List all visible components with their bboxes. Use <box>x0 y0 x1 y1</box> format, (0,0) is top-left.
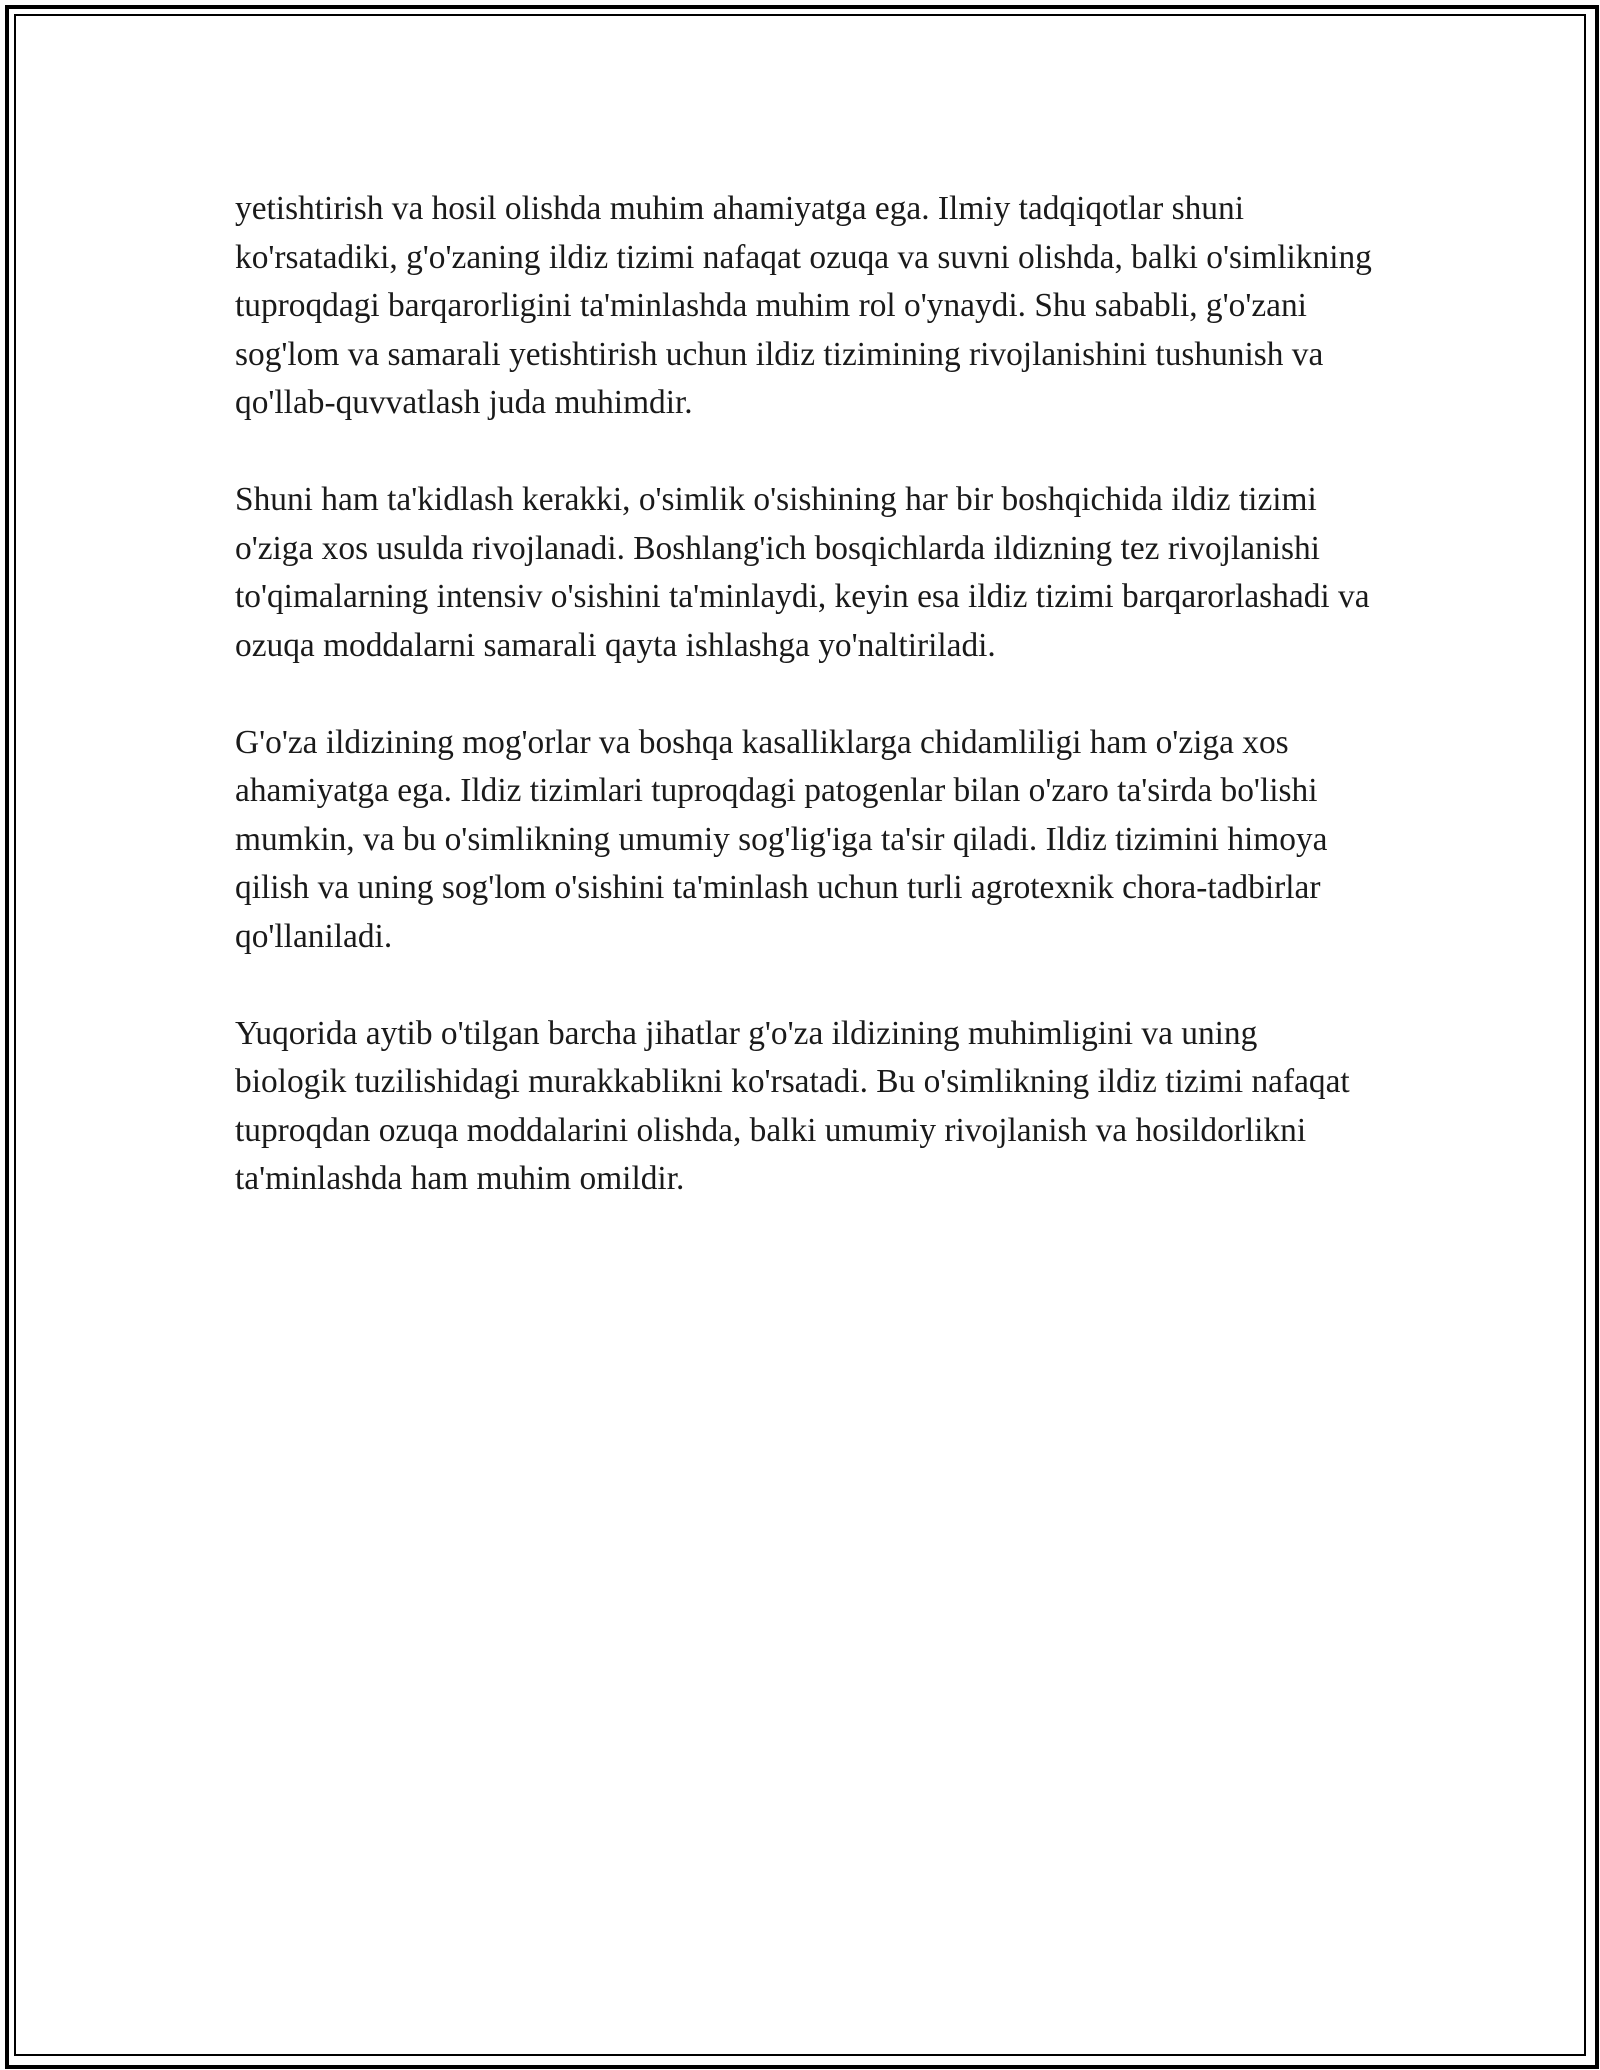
paragraph: G'o'za ildizining mog'orlar va boshqa kasalliklarga chidamliligi ham o'ziga xos ahamiyatga ega. Ildiz tizimlari tuproqdagi patogenlar bilan o'zaro ta'sirda bo'lishi mumkin, va bu o'simlikning umumiy sog'lig'iga ta'sir qiladi. Ildiz tizimini himoya qilish va uning sog'lom o'sishini ta'minlash uchun turli agrotexnik chora-tadbirlar qo'llaniladi. <box>235 723 1328 955</box>
paragraph: Shuni ham ta'kidlash kerakki, o'simlik o'sishining har bir boshqichida ildiz tizimi o'ziga xos usulda rivojlanadi. Boshlang'ich bosqichlarda ildizning tez rivojlanishi to'qimalarning intensiv o'sishini ta'minlaydi, keyin esa ildiz tizimi barqarorlashadi va ozuqa moddalarni samarali qayta ishlashga yo'naltiriladi. <box>235 481 1370 664</box>
paragraph: Yuqorida aytib o'tilgan barcha jihatlar g'o'za ildizining muhimligini va uning biologik tuzilishidagi murakkablikni ko'rsatadi. Bu o'simlikning ildiz tizimi nafaqat tuproqdan ozuqa moddalarini olishda, balki umumiy rivojlanish va hosildorlikni ta'minlashda ham muhim omildir. <box>235 1014 1350 1197</box>
document-body <box>235 185 1375 1252</box>
paragraph: yetishtirish va hosil olishda muhim ahamiyatga ega. Ilmiy tadqiqotlar shuni ko'rsatadiki, g'o'zaning ildiz tizimi nafaqat ozuqa va suvni olishda, balki o'simlikning tuproqdagi barqarorligini ta'minlashda muhim rol o'ynaydi. Shu sababli, g'o'zani sog'lom va samarali yetishtirish uchun ildiz tizimining rivojlanishini tushunish va qo'llab-quvvatlash juda muhimdir. <box>235 190 1372 421</box>
